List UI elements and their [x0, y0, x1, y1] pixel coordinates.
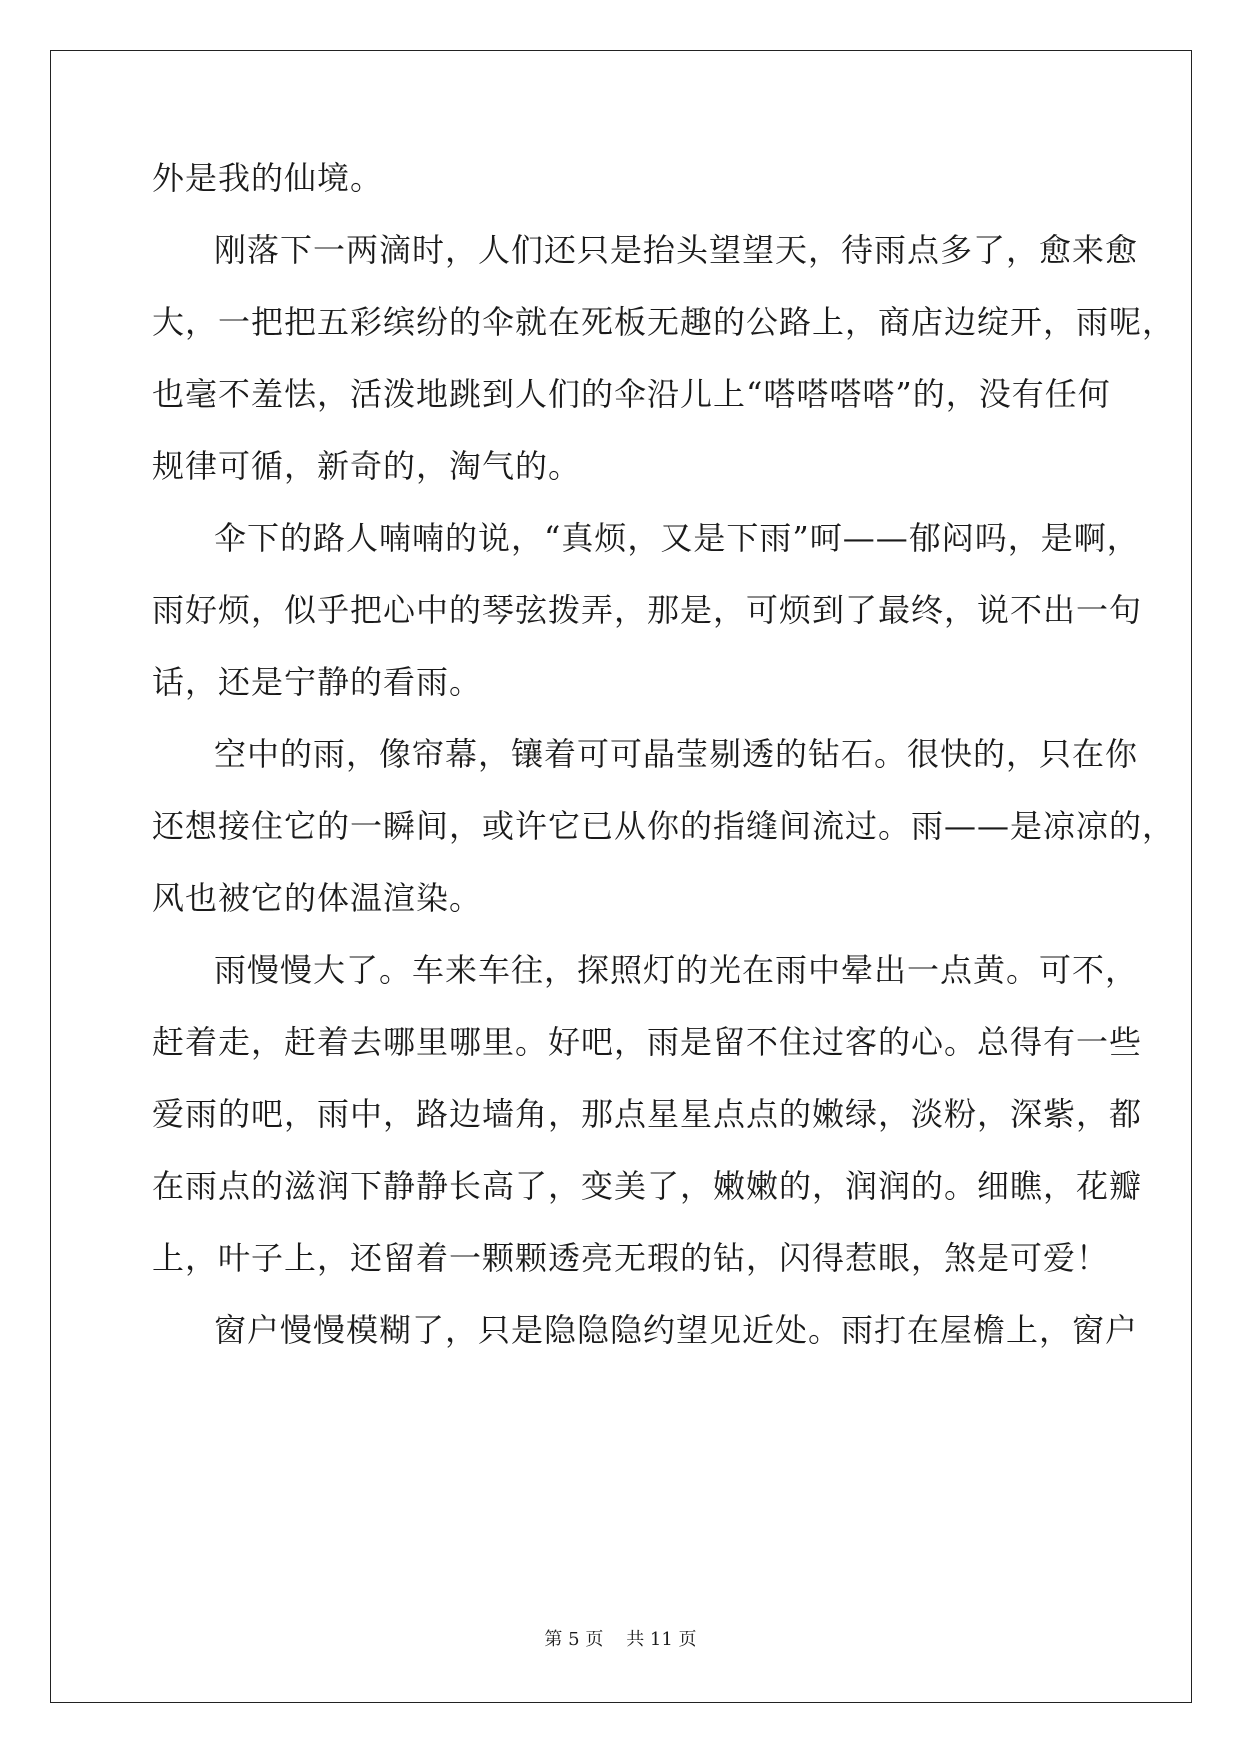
text-line: 在雨点的滋润下静静长高了，变美了，嫩嫩的，润润的。细瞧，花瓣 [152, 1167, 1143, 1205]
page-number: 第 5 页 共 11 页 [544, 1629, 697, 1650]
text-line: 大，一把把五彩缤纷的伞就在死板无趣的公路上，商店边绽开，雨呢， [152, 303, 1176, 341]
text-line: 雨慢慢大了。车来车往，探照灯的光在雨中晕出一点黄。可不， [214, 951, 1139, 989]
text-line: 话，还是宁静的看雨。 [152, 663, 483, 701]
text-line: 也毫不羞怯，活泼地跳到人们的伞沿儿上“嗒嗒嗒嗒”的，没有任何 [152, 375, 1111, 413]
text-line: 规律可循，新奇的，淘气的。 [152, 447, 582, 485]
text-line: 窗户慢慢模糊了，只是隐隐隐约望见近处。雨打在屋檐上，窗户 [214, 1311, 1139, 1349]
text-line: 还想接住它的一瞬间，或许它已从你的指缝间流过。雨——是凉凉的， [152, 807, 1176, 845]
text-line: 刚落下一两滴时，人们还只是抬头望望天，待雨点多了，愈来愈 [214, 231, 1139, 269]
text-line: 空中的雨，像帘幕，镶着可可晶莹剔透的钻石。很快的，只在你 [214, 735, 1139, 773]
text-line: 风也被它的体温渲染。 [152, 879, 483, 917]
text-line: 上，叶子上，还留着一颗颗透亮无瑕的钻，闪得惹眼，煞是可爱！ [152, 1239, 1110, 1277]
page-border [50, 50, 1192, 1703]
text-line: 外是我的仙境。 [152, 159, 384, 197]
text-line: 伞下的路人喃喃的说，“真烦，又是下雨”呵——郁闷吗，是啊， [214, 519, 1140, 557]
text-line: 赶着走，赶着去哪里哪里。好吧，雨是留不住过客的心。总得有一些 [152, 1023, 1143, 1061]
text-line: 爱雨的吧，雨中，路边墙角，那点星星点点的嫩绿，淡粉，深紫，都 [152, 1095, 1143, 1133]
text-line: 雨好烦，似乎把心中的琴弦拨弄，那是，可烦到了最终，说不出一句 [152, 591, 1143, 629]
